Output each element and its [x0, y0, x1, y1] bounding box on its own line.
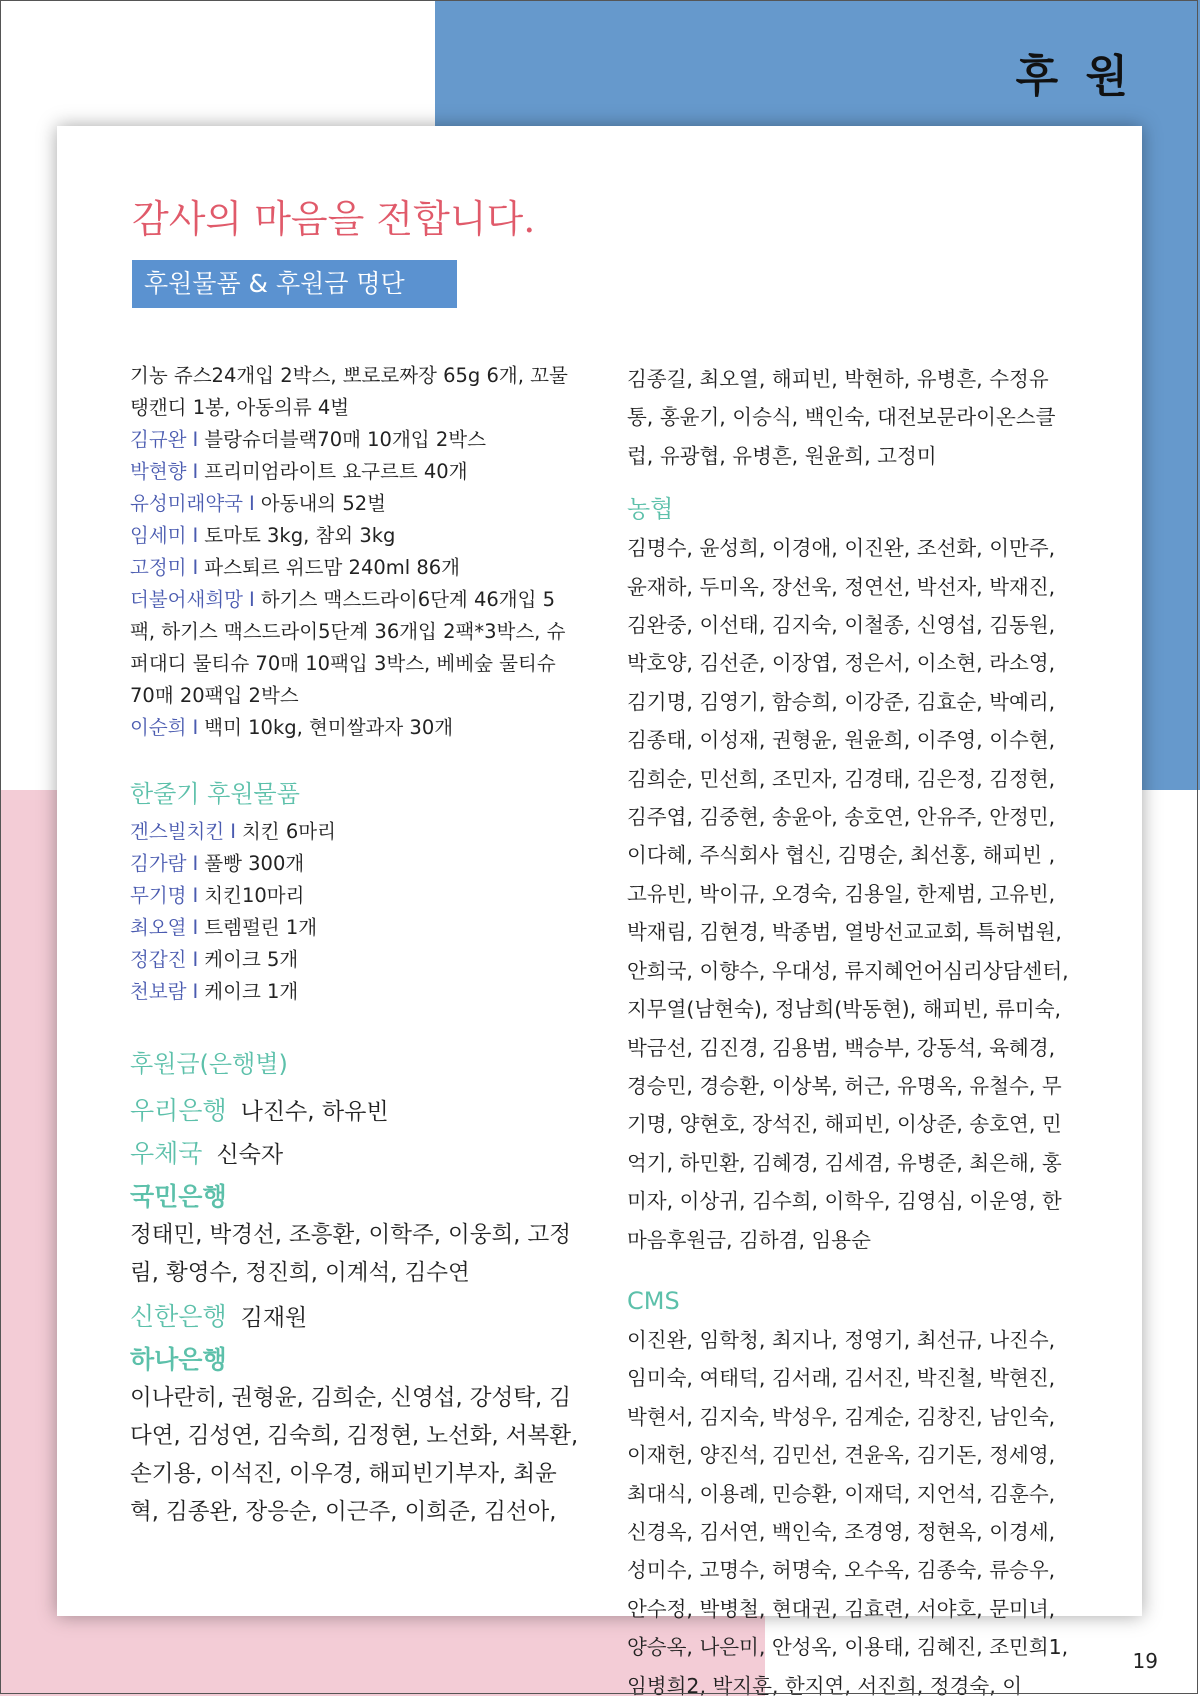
page-number: 19	[1132, 1649, 1158, 1673]
separator: I	[192, 524, 199, 547]
bank-name: 우체국	[130, 1139, 203, 1168]
donation-item	[130, 552, 580, 584]
donor-name: 천보람	[130, 980, 187, 1003]
bank-hana-names: 이나란히, 권형윤, 김희순, 신영섭, 강성탁, 김다연, 김성연, 김숙희, 김정현, 노선화, 서복환, 손기용, 이석진, 이우경, 해피빈기부자, 최윤혁, 김종완, 장응순, 이근주, 이희준, 김선아,	[130, 1385, 579, 1525]
donor-name: 겐스빌치킨	[130, 820, 225, 843]
donor-name: 임세미	[130, 524, 187, 547]
donated-item: 케이크 1개	[204, 980, 299, 1003]
left-column	[130, 360, 580, 1531]
separator: I	[192, 980, 199, 1003]
separator: I	[192, 556, 199, 579]
bank-donor-names: 나진수, 하유빈	[240, 1099, 389, 1125]
cms-heading: CMS	[627, 1286, 680, 1315]
bank-shinhan	[130, 1298, 580, 1337]
section-header: 후 원	[1015, 51, 1134, 102]
donated-item: 치킨 6마리	[241, 820, 336, 843]
funds-heading: 후원금(은행별)	[130, 1050, 288, 1078]
donation-item	[130, 488, 580, 520]
donation-item	[130, 456, 580, 488]
donation-item	[130, 880, 580, 912]
separator: I	[192, 716, 199, 739]
separator: I	[230, 820, 236, 843]
donated-item: 하기스 맥스드라이6단계 46개입 5팩, 하기스 맥스드라이5단계 36개입 2팩*3박스, 슈퍼대디 물티슈 70매 10팩입 3박스, 베베숲 물티슈 70매 20팩입 2박스	[130, 588, 566, 707]
bank-woori	[130, 1092, 580, 1131]
donor-name: 김가람	[130, 852, 187, 875]
donation-item	[130, 976, 580, 1008]
donor-name: 고정미	[130, 556, 187, 579]
separator: I	[192, 852, 199, 875]
donation-item	[130, 424, 580, 456]
separator: I	[192, 460, 199, 483]
hanjulgi-heading: 한줄기 후원물품	[130, 780, 300, 808]
donor-name: 정갑진	[130, 948, 187, 971]
separator: I	[192, 428, 199, 451]
donor-name: 김규완	[130, 428, 187, 451]
subtitle-banner: 후원물품 & 후원금 명단	[132, 260, 457, 308]
donated-item: 트렘펄린 1개	[204, 916, 318, 939]
donated-item: 아동내의 52벌	[260, 492, 386, 515]
donated-item: 프리미엄라이트 요구르트 40개	[204, 460, 468, 483]
page-title: 감사의 마음을 전합니다.	[132, 197, 536, 241]
donated-item: 풀빵 300개	[204, 852, 305, 875]
continued-names: 김종길, 최오열, 해피빈, 박현하, 유병흔, 수정유통, 홍윤기, 이승식, 백인숙, 대전보문라이온스클럽, 유광협, 유병흔, 원윤희, 고정미	[627, 367, 1056, 468]
donor-name: 박현향	[130, 460, 187, 483]
bank-donor-names: 신숙자	[216, 1142, 284, 1168]
separator: I	[192, 948, 199, 971]
right-column	[627, 360, 1072, 1705]
donation-item	[130, 520, 580, 552]
bank-donor-names: 김재원	[240, 1305, 308, 1331]
separator: I	[192, 884, 199, 907]
intro-text: 기농 쥬스24개입 2박스, 뽀로로짜장 65g 6개, 꼬물탱캔디 1봉, 아동의류 4벌	[130, 364, 568, 419]
bank-hana-heading: 하나은행	[130, 1345, 227, 1374]
donated-item: 파스퇴르 위드맘 240ml 86개	[204, 556, 461, 579]
nonghyup-names: 김명수, 윤성희, 이경애, 이진완, 조선화, 이만주, 윤재하, 두미옥, 장선욱, 정연선, 박선자, 박재진, 김완중, 이선태, 김지숙, 이철종, 신영섭, 김동원, 박호양, 김선준, 이장엽, 정은서, 이소현, 라소영, 김기명, 김영기, 함승희, 이강준, 김효순, 박예리, 김종태, 이성재, 권형윤, 원윤희, 이주영, 이수현, 김희순, 민선희, 조민자, 김경태, 김은정, 김정현, 김주엽, 김중현, 송윤아, 송호연, 안유주, 안정민, 이다혜, 주식회사 협신, 김명순, 최선홍, 해피빈 , 고유빈, 박이규, 오경숙, 김용일, 한제범, 고유빈, 박재림, 김현경, 박종범, 열방선교교회, 특허법원, 안희국, 이향수, 우대성, 류지혜언어심리상담센터, 지무열(남현숙), 정남희(박동현), 해피빈, 류미숙, 박금선, 김진경, 김용범, 백승부, 강동석, 육혜경, 경승민, 경승환, 이상복, 허근, 유명옥, 유철수, 무기명, 양현호, 장석진, 해피빈, 이상준, 송호연, 민억기, 하민환, 김혜경, 김세겸, 유병준, 최은해, 홍미자, 이상귀, 김수희, 이학우, 김영심, 이운영, 한마음후원금, 김하겸, 임용순	[627, 536, 1069, 1252]
bank-kookmin-names: 정태민, 박경선, 조흥환, 이학주, 이웅희, 고정림, 황영수, 정진희, 이계석, 김수연	[130, 1222, 572, 1286]
donation-item	[130, 816, 580, 848]
bank-name: 신한은행	[130, 1302, 227, 1331]
donated-item: 블랑슈더블랙70매 10개입 2박스	[204, 428, 486, 451]
donated-item: 치킨10마리	[204, 884, 305, 907]
separator: I	[249, 588, 255, 611]
donation-item	[130, 944, 580, 976]
donor-name: 무기명	[130, 884, 187, 907]
donated-item: 케이크 5개	[204, 948, 299, 971]
donated-item: 토마토 3kg, 참외 3kg	[204, 524, 396, 547]
separator: I	[249, 492, 255, 515]
hanjulgi-items-list	[130, 816, 580, 1008]
donated-item: 백미 10kg, 현미쌀과자 30개	[204, 716, 454, 739]
nonghyup-heading: 농협	[627, 495, 674, 524]
donor-name: 이순희	[130, 716, 187, 739]
donation-items-list	[130, 424, 580, 744]
donation-item	[130, 712, 580, 744]
donor-name: 유성미래약국	[130, 492, 244, 515]
donation-item	[130, 584, 580, 712]
donation-item	[130, 912, 580, 944]
bank-post	[130, 1135, 580, 1174]
bank-kookmin-heading: 국민은행	[130, 1182, 227, 1211]
bank-name: 우리은행	[130, 1096, 227, 1125]
cms-names: 이진완, 임학청, 최지나, 정영기, 최선규, 나진수, 임미숙, 여태덕, 김서래, 김서진, 박진철, 박현진, 박현서, 김지숙, 박성우, 김계순, 김창진, 남인숙, 이재헌, 양진석, 김민선, 견윤옥, 김기돈, 정세영, 최대식, 이용례, 민승환, 이재덕, 지언석, 김훈수, 신경옥, 김서연, 백인숙, 조경영, 정현옥, 이경세, 성미수, 고명수, 허명숙, 오수옥, 김종숙, 류승우, 안수정, 박병철, 현대권, 김효련, 서야호, 문미녀, 양승옥, 나은미, 안성옥, 이용태, 김혜진, 조민희1, 임병희2, 박지훈, 한지연, 서진희, 정경숙, 이	[627, 1327, 1069, 1698]
donor-name: 최오열	[130, 916, 187, 939]
donation-item	[130, 848, 580, 880]
separator: I	[192, 916, 199, 939]
donor-name: 더불어새희망	[130, 588, 244, 611]
